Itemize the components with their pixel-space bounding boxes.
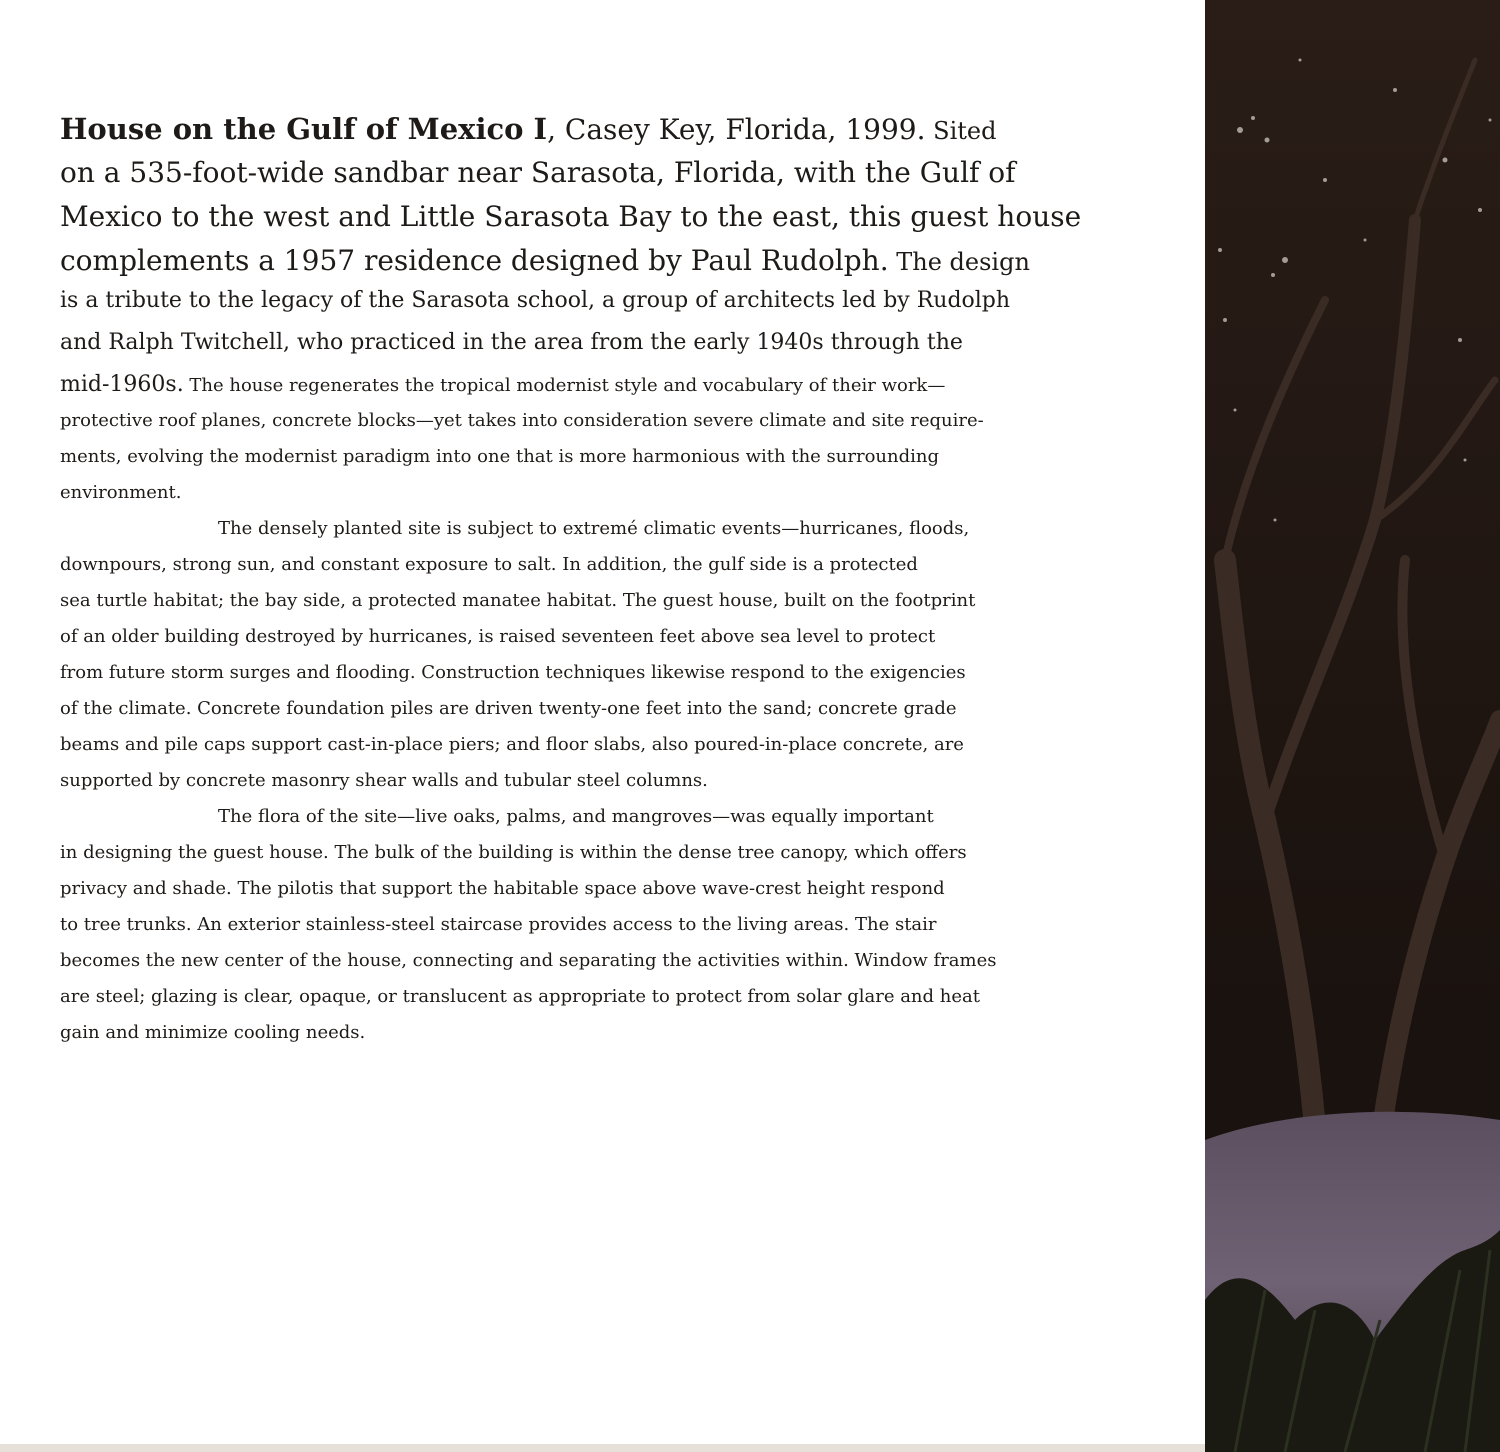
intro-line-8: protective roof planes, concrete blocks—yet takes into consideration severe climate and site require- [60,410,984,431]
paragraph-2-line: beams and pile caps support cast-in-place piers; and floor slabs, also poured-in-place concrete, are [60,734,964,755]
intro-line-1 [60,112,1120,156]
intro-line-7 [60,372,1120,410]
page-bottom-edge [0,1444,1205,1452]
text-column [60,112,1120,1058]
intro-line-4 [60,244,1120,288]
intro-line-10: environment. [60,482,182,503]
tree-photo-icon [1205,0,1500,1452]
tree-photo [1205,0,1500,1452]
intro-line-7-tail: The house regenerates the tropical modernist style and vocabulary of their work— [183,375,946,396]
paragraph-3-line: privacy and shade. The pilotis that support the habitable space above wave-crest height respond [60,878,945,899]
paragraph-2-line: from future storm surges and flooding. Construction techniques likewise respond to the exigencies [60,662,966,683]
paragraph-2-line: of an older building destroyed by hurricanes, is raised seventeen feet above sea level to protect [60,626,936,647]
paragraph-3-line: The flora of the site—live oaks, palms, and mangroves—was equally important [218,806,934,827]
intro-line-4-lead: complements a 1957 residence designed by Paul Rudolph. [60,244,889,277]
intro-line-1-tail: Sited [925,117,997,145]
intro-line-5: is a tribute to the legacy of the Sarasota school, a group of architects led by Rudolph [60,288,1011,313]
paragraph-2 [60,518,1120,806]
paragraph-3-line: gain and minimize cooling needs. [60,1022,366,1043]
paragraph-3-line: to tree trunks. An exterior stainless-steel staircase provides access to the living areas. The stair [60,914,937,935]
project-location: , Casey Key, Florida, 1999. [547,113,926,146]
intro-line-2: on a 535-foot-wide sandbar near Sarasota, Florida, with the Gulf of [60,156,1016,189]
paragraph-3-line: in designing the guest house. The bulk of the building is within the dense tree canopy, which offers [60,842,967,863]
paragraph-3-line: are steel; glazing is clear, opaque, or translucent as appropriate to protect from solar glare and heat [60,986,980,1007]
paragraph-2-line: supported by concrete masonry shear walls and tubular steel columns. [60,770,708,791]
paragraph-2-line: downpours, strong sun, and constant exposure to salt. In addition, the gulf side is a protected [60,554,918,575]
intro-line-7-lead: mid-1960s. [60,372,184,397]
paragraph-3-line: becomes the new center of the house, connecting and separating the activities within. Window frames [60,950,997,971]
paragraph-2-line: of the climate. Concrete foundation piles are driven twenty-one feet into the sand; concrete grade [60,698,957,719]
paragraph-2-line: sea turtle habitat; the bay side, a protected manatee habitat. The guest house, built on the footprint [60,590,976,611]
project-title: House on the Gulf of Mexico I [60,112,548,146]
intro-line-3: Mexico to the west and Little Sarasota Bay to the east, this guest house [60,200,1082,233]
paragraph-2-line: The densely planted site is subject to extremé climatic events—hurricanes, floods, [218,518,970,539]
intro-line-6: and Ralph Twitchell, who practiced in the area from the early 1940s through the [60,330,963,355]
intro-line-9: ments, evolving the modernist paradigm into one that is more harmonious with the surrounding [60,446,940,467]
paragraph-3 [60,806,1120,1058]
intro-line-4-tail: The design [888,248,1030,276]
